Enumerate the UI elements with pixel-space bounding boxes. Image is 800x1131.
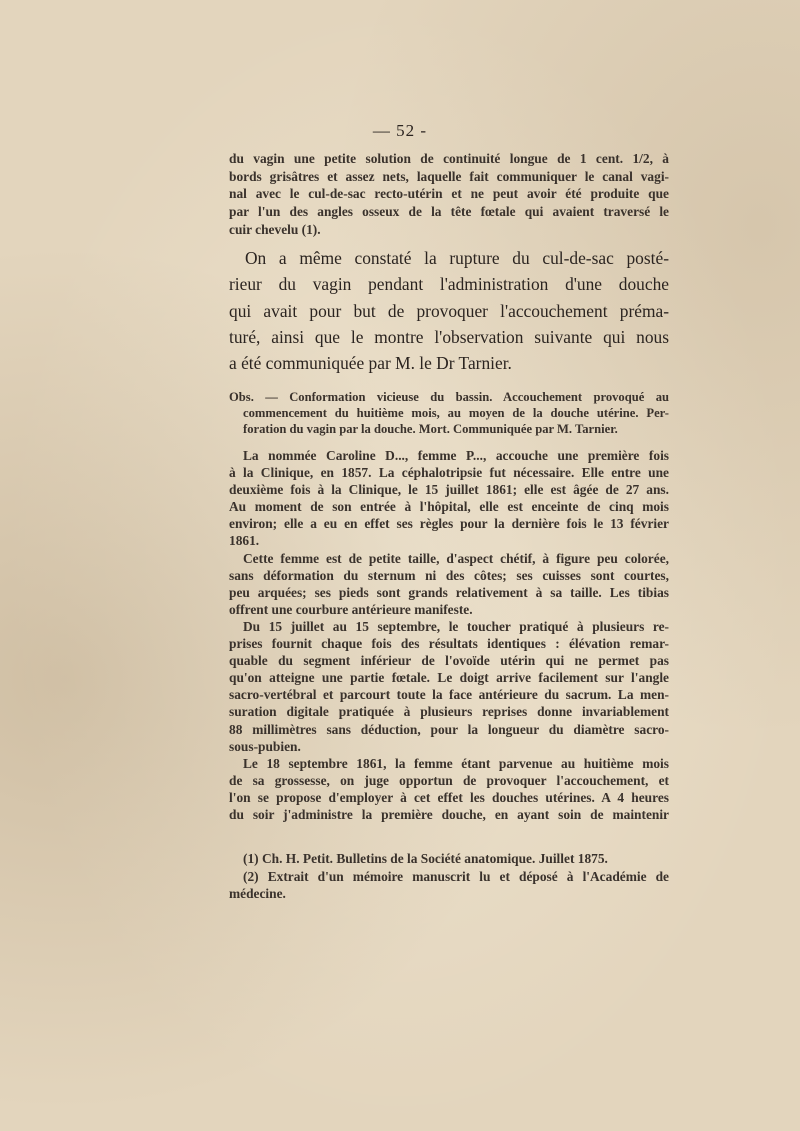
text-line: bords grisâtres et assez nets, laquelle fait communiquer le canal vagi- [229,168,669,184]
text-line: l'on se propose d'employer à cet effet les douches utérines. A 4 heures [229,789,669,805]
text-line: de sa grossesse, on juge opportun de provoquer l'accouchement, et [229,772,669,788]
observation-body [229,447,669,823]
text-line: suration digitale pratiquée à plusieurs reprises donne invariablement [229,704,669,720]
observation-heading [229,389,669,437]
footnote: (1) Ch. H. Petit. Bulletins de la Société anatomique. Juillet 1875. [243,851,608,866]
text-line: Du 15 juillet au 15 septembre, le toucher pratiqué à plusieurs re- [243,618,669,634]
text-line: deuxième fois à la Clinique, le 15 juillet 1861; elle est âgée de 27 ans. [229,482,669,498]
text-line: a été communiquée par M. le Dr Tarnier. [229,353,512,374]
text-line: prises fournit chaque fois des résultats identiques : élévation remar- [229,636,669,652]
footnote: (2) Extrait d'un mémoire manuscrit lu et déposé à l'Académie de [243,868,669,884]
text-line: du vagin une petite solution de continuité longue de 1 cent. 1/2, à [229,151,669,166]
text-line: qu'on atteigne une partie fœtale. Le doigt arrive facilement sur l'angle [229,670,669,686]
text-line: Obs. — Conformation vicieuse du bassin. Accouchement provoqué au [229,390,669,404]
text-line: 88 millimètres sans déduction, pour la longueur du diamètre sacro- [229,721,669,737]
main-paragraph [229,245,669,376]
text-line: Au moment de son entrée à l'hôpital, elle est enceinte de cinq mois [229,499,669,515]
text-line: offrent une courbure antérieure manifeste. [229,601,473,617]
footnote: médecine. [229,886,286,902]
text-line: sans déformation du sternum ni des côtes; ses cuisses sont courtes, [229,567,669,583]
text-line: Le 18 septembre 1861, la femme étant parvenue au huitième mois [243,755,669,771]
text-line: Cette femme est de petite taille, d'aspect chétif, à figure peu colorée, [243,550,669,566]
text-line: du soir j'administre la première douche, en ayant soin de maintenir [229,806,669,822]
text-line: On a même constaté la rupture du cul-de-sac posté- [245,248,669,268]
text-line: La nommée Caroline D..., femme P..., accouche une première fois [243,448,669,463]
text-line: par l'un des angles osseux de la tête fœtale qui avaient traversé le [229,204,669,220]
page-number: — 52 - [372,121,428,140]
text-line: foration du vagin par la douche. Mort. Communiquée par M. Tarnier. [243,422,618,436]
text-line: qui avait pour but de provoquer l'accouchement préma- [229,300,669,321]
text-line: commencement du huitième mois, au moyen de la douche utérine. Per- [243,406,669,420]
text-line: cuir chevelu (1). [229,221,321,237]
text-line: rieur du vagin pendant l'administration d'une douche [229,274,669,295]
intro-paragraph [229,150,669,239]
text-line: sous-pubien. [229,738,301,754]
footnotes [229,850,669,903]
text-line: peu arquées; ses pieds sont grands relativement à sa taille. Les tibias [229,584,669,600]
text-line: environ; elle a eu en effet ses règles pour la dernière fois le 13 février [229,516,669,532]
text-line: nal avec le cul-de-sac recto-utérin et ne peut avoir été produite que [229,186,669,202]
text-line: sacro-vertébral et parcourt toute la face antérieure du sacrum. La men- [229,687,669,703]
text-line: 1861. [229,533,260,549]
text-line: à la Clinique, en 1857. La céphalotripsie fut nécessaire. Elle entre une [229,465,669,481]
text-line: quable du segment inférieur de l'ovoïde utérin qui ne permet pas [229,653,669,669]
text-line: turé, ainsi que le montre l'observation suivante qui nous [229,326,669,347]
